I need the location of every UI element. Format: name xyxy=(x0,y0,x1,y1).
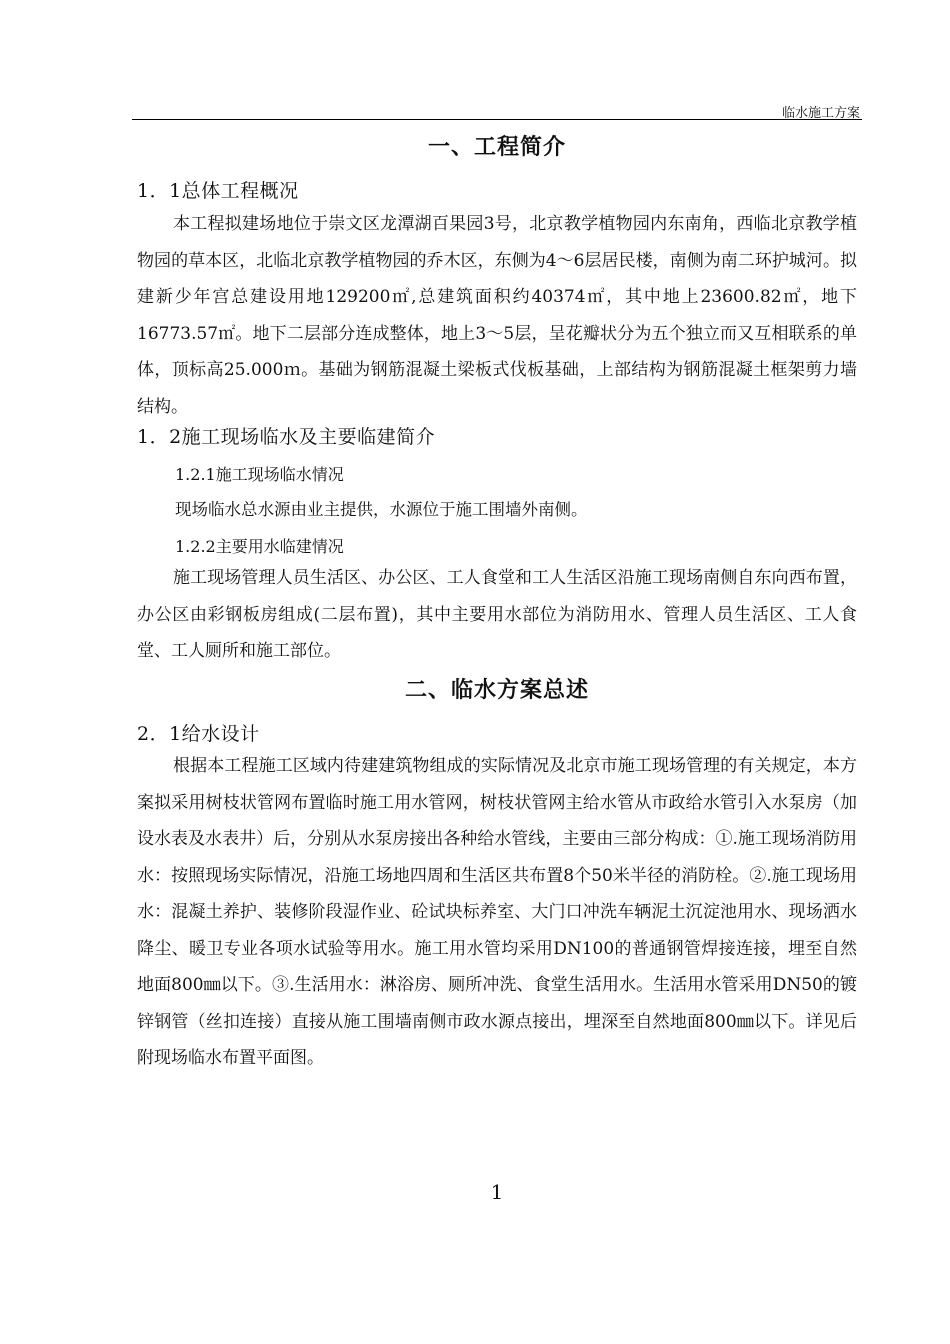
paragraph-1-2-2: 施工现场管理人员生活区、办公区、工人食堂和工人生活区沿施工现场南侧自东向西布置，办公区由彩钢板房组成(二层布置)，其中主要用水部位为消防用水、管理人员生活区、工人食堂、工人厕所和施工部位。 xyxy=(137,568,857,661)
heading-1-2-1: 1.2.1施工现场临水情况 xyxy=(175,465,344,484)
paragraph-1-1: 本工程拟建场地位于崇文区龙潭湖百果园3号，北京教学植物园内东南角，西临北京教学植物园的草本区，北临北京教学植物园的乔木区，东侧为4～6层居民楼，南侧为南二环护城河。拟建新少年宫总建设用地129200㎡,总建筑面积约40374㎡，其中地上23600.82㎡，地下16773.57㎡。地下二层部分连成整体，地上3～5层，呈花瓣状分为五个独立而又互相联系的单体，顶标高25.000ｍ。基础为钢筋混凝土梁板式伐板基础，上部结构为钢筋混凝土框架剪力墙结构。 xyxy=(137,214,857,417)
header-rule xyxy=(132,119,862,120)
page-number: 1 xyxy=(490,1180,504,1204)
running-header: 临水施工方案 xyxy=(781,106,860,121)
heading-2-1: 2．1给水设计 xyxy=(137,723,260,745)
heading-1-2: 1．2施工现场临水及主要临建简介 xyxy=(137,426,436,448)
paragraph-2-1: 根据本工程施工区域内待建建筑物组成的实际情况及北京市施工现场管理的有关规定，本方案拟采用树枝状管网布置临时施工用水管网，树枝状管网主给水管从市政给水管引入水泵房（加设水表及水表井）后，分别从水泵房接出各种给水管线，主要由三部分构成：①.施工现场消防用水：按照现场实际情况，沿施工场地四周和生活区共布置8个50米半径的消防栓。②.施工现场用水：混凝土养护、装修阶段湿作业、砼试块标养室、大门口冲洗车辆泥土沉淀池用水、现场洒水降尘、暖卫专业各项水试验等用水。施工用水管均采用DN100的普通钢管焊接连接，埋至自然地面800㎜以下。③.生活用水：淋浴房、厕所冲洗、食堂生活用水。生活用水管采用DN50的镀锌钢管（丝扣连接）直接从施工围墙南侧市政水源点接出，埋深至自然地面800㎜以下。详见后附现场临水布置平面图。 xyxy=(137,756,857,1068)
heading-1-2-2: 1.2.2主要用水临建情况 xyxy=(175,537,344,556)
section-2-title: 二、临水方案总述 xyxy=(404,678,589,703)
paragraph-1-2-1: 现场临水总水源由业主提供，水源位于施工围墙外南侧。 xyxy=(175,500,588,519)
section-1-title: 一、工程简介 xyxy=(427,135,566,160)
heading-1-1: 1．1总体工程概况 xyxy=(137,180,299,202)
